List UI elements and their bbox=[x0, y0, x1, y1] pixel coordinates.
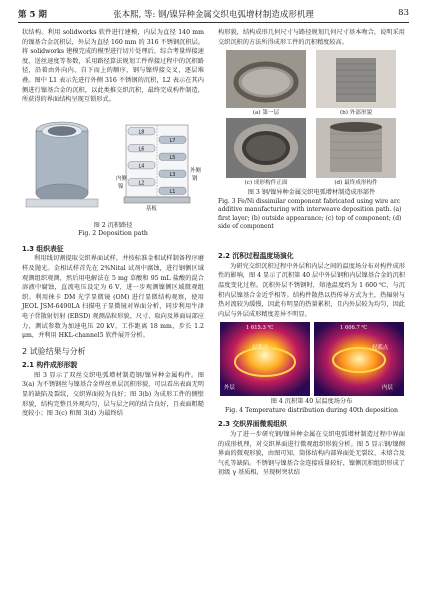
photo-outside-appearance bbox=[316, 50, 396, 108]
running-title: 张本熙, 等: 钢/镍异种金属交织电弧增材制造成形机理 bbox=[113, 10, 314, 20]
arc-start-label-inner: 起弧点 bbox=[372, 345, 389, 352]
section-1-3-body: 利用线切割提取交织界面试样，并按标准金相试样制备程序磨样及抛光。金相试样首先在 2%Nital 试剂中腐蚀，进行钢侧区域观测组织观测，然后用电解法在 5 mg 草酸和 95 mL 盐酸的混合溶液中腐蚀，直流电压设定为 6 V，进一步观测镍侧区域微观组织。利用徕卡 DM 光学显微镜 (OM) 进行显微结构观察，使用 JEOL JSM-6490LA 扫描电子显微镜对界面分析，同步利用牛津电子背散射衍射 (EBSD) 观测晶粒形貌、尺寸、取向及界面局部应力，测试参数为加速电压 20 kV，工作距离 18 mm，步长 1.2 μm，并利用 HKL-channel5 软件展开分析。 bbox=[22, 255, 204, 340]
section-2-3-body: 为了进一步研究钢/镍异种金属在交织电弧增材制造过程中界面的成形机理，对交织界面进行微观组织形貌分析。图 5 显示钢/镍侧界面的微观形貌，由图可知，筒体结构内部界面处无裂纹、未熔合及气孔等缺陷。不锈钢与镍基合金连接质量较好，镍侧沉积组织形成了初级 γ 基质相，呈现树突状结 bbox=[218, 430, 405, 477]
layer-label: L3 bbox=[169, 171, 176, 178]
max-temp-outer: 1 615.3 ℃ bbox=[246, 325, 274, 332]
inner-layer-label: 内层 bbox=[382, 385, 393, 392]
nickel-label: 镍 bbox=[118, 183, 124, 190]
outer-layer-label: 外层 bbox=[224, 385, 235, 392]
figure-4-caption-en: Fig. 4 Temperature distribution during 40th deposition bbox=[225, 406, 398, 414]
photo-component-top bbox=[226, 118, 306, 178]
deposition-path-figure bbox=[22, 109, 204, 221]
figure-3-caption-en: Fig. 3 Fe/Ni dissimilar component fabricated using wire arc additive manufacturing with interweave deposition path. (a) first layer; (b) outside appearance; (c) top of component; (d) side of component bbox=[218, 197, 402, 230]
section-2-2-body: 为研究交织沉积过程中外层和内层之间的温度场分布对构件成形性的影响，图 4 显示了沉积第 40 层中外层钢和内层镍基合金的沉积温度变化过程。沉积外层不锈钢时，熔池温度约为 1 600 ℃，与沉积内层镍基合金近乎相等。结构件散热以热传导方式为主，热辐射与热对流较为缓慢，因此有明显的热量累积，且内外层较为均匀，因此内层与外层成形精度差异不明显。 bbox=[218, 262, 405, 318]
layer-label: L5 bbox=[169, 154, 176, 161]
section-2-title: 2 试验结果与分析 bbox=[22, 346, 86, 356]
figure-4-caption-cn: 图 4 沉积第 40 层温度场分布 bbox=[270, 398, 353, 406]
figure-2-caption-cn: 图 2 沉积路径 bbox=[93, 221, 133, 229]
photo-first-layer bbox=[226, 50, 306, 108]
section-2-1-body: 图 3 显示了双丝交织电弧增材制造钢/镍异种金属构件。图 3(a) 为不锈钢丝与镍基合金焊丝单层沉积形貌，可以看出表面无明显的缺陷及裂纹，交织界面较为良好；图 3(b) 为成形工件的侧壁形貌，结构完整且外观均匀，层与层之间的结合良好，且表面粗糙度较小；图 3(c) 和图 3(d) 为最终结 bbox=[22, 371, 204, 418]
running-header bbox=[18, 8, 409, 23]
cross-section-illustration bbox=[124, 125, 190, 203]
section-2-2-title: 2.2 沉积过程温度场演化 bbox=[218, 252, 294, 261]
arc-start-label-outer: 起弧点 bbox=[252, 345, 269, 352]
issue-number: 第 5 期 bbox=[18, 10, 47, 20]
layer-label: L1 bbox=[169, 188, 176, 195]
cylinder-model-illustration bbox=[26, 122, 98, 207]
substrate-label: 基板 bbox=[146, 205, 157, 212]
layer-label: L8 bbox=[138, 129, 145, 135]
fig3d-label: (d) 最终成形构件 bbox=[334, 180, 378, 187]
figure-4 bbox=[218, 322, 405, 418]
fig3c-label: (c) 成形构件正面 bbox=[244, 180, 288, 187]
layer-label: L6 bbox=[138, 146, 145, 152]
section-2-3-title: 2.3 交织界面微观组织 bbox=[218, 420, 287, 429]
section-2-1-title: 2.1 构件成形形貌 bbox=[22, 361, 78, 370]
left-column bbox=[22, 28, 204, 419]
figure-3-caption-cn: 图 3 钢/镍异种金属交织电弧增材制造成形部件 bbox=[247, 189, 376, 197]
figure-2-caption-en: Fig. 2 Deposition path bbox=[78, 230, 148, 238]
fig3a-label: (a) 第一层 bbox=[252, 110, 280, 117]
layer-label: L7 bbox=[169, 137, 176, 144]
paragraph-left-top: 状结构。利用 solidworks 软件进行建模，内层为直径 140 mm 的镍基合金沉积层，外层为直径 160 mm 的 316 不锈钢沉积层。将 solidworks 建模完成的模型进行切片处理后，综合考量焊接速度、送丝速度等参数，采用路径算法规划工件焊接过程中的沉积路径，沿着由外向内、自下而上的顺序，钢与镍焊接交叉，逐层堆叠。图中 L1 表示先进行外侧 316 不锈钢的沉积，L2 表示在其内侧进行镍基合金的沉积，以此类推交织沉积，最终完成构件制造，所获得的界面结构呈现互锁形式。 bbox=[22, 29, 204, 104]
page-number: 83 bbox=[398, 8, 409, 18]
section-1-3-title: 1.3 组织表征 bbox=[22, 244, 64, 253]
fig3b-label: (b) 外部形貌 bbox=[339, 110, 373, 117]
outer-side-label: 外侧 bbox=[190, 167, 201, 174]
right-column bbox=[218, 28, 405, 478]
paragraph-right-top: 构形貌，结构成形几何尺寸与路径规划几何尺寸基本吻合，说明采用交织沉积的方法所得成形工件的沉积精度较高。 bbox=[218, 29, 405, 46]
inner-side-label: 内侧 bbox=[116, 175, 127, 182]
photo-final-component bbox=[316, 118, 396, 178]
figure-3 bbox=[218, 50, 405, 250]
layer-label: L4 bbox=[138, 163, 145, 169]
max-temp-inner: 1 606.7 ℃ bbox=[340, 325, 368, 332]
layer-label: L2 bbox=[138, 180, 145, 186]
steel-label: 钢 bbox=[192, 175, 198, 182]
figure-2 bbox=[22, 109, 204, 243]
